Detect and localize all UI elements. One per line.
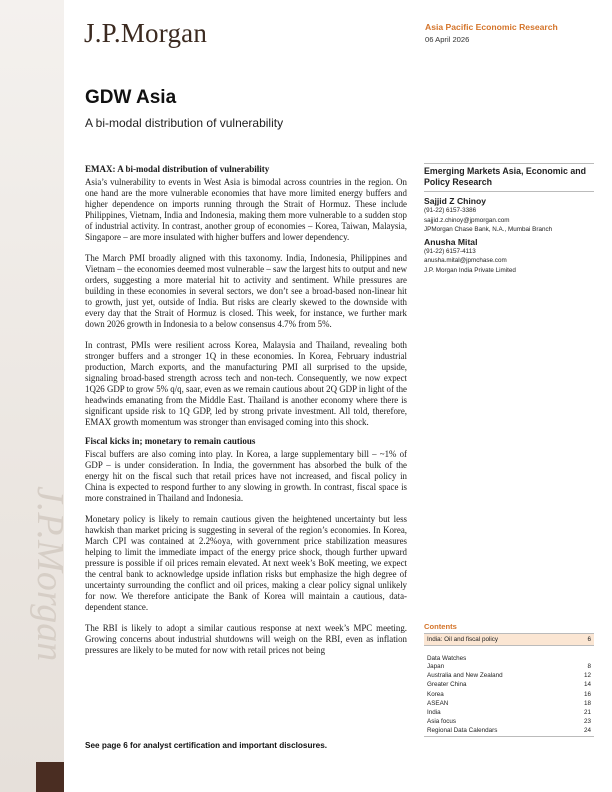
report-header [425, 22, 595, 44]
body-paragraph: The RBI is likely to adopt a similar cautious response at next week’s MPC meeting. Growing concerns about industrial shutdowns will weigh on the RBI, even as inflation pressures are likely to be muted for now with retail prices not being [85, 623, 407, 655]
svg-text:J.P.Morgan: J.P.Morgan [29, 486, 71, 662]
body-paragraph: The March PMI broadly aligned with this taxonomy. India, Indonesia, Philippines and Vietnam – the economies deemed most vulnerable – saw the largest hits to output and new orders, suggesting a more material hit to activity and sentiment. While pressures are building in these economies in several sectors, we don’t see a broad-based non-linear hit to growth, just yet, outside of India. But risks are clearly skewed to the downside with every day that the Strait of Hormuz is closed. This week, for instance, we further mark down 2026 growth in Indonesia to a below consensus 4.7% from 5%. [85, 253, 407, 329]
contents-item-label: Australia and New Zealand [427, 672, 503, 680]
report-series: Asia Pacific Economic Research [425, 22, 558, 32]
contents-item-page: 21 [583, 709, 591, 717]
contents-item-label: Japan [427, 663, 445, 670]
contents-item[interactable] [424, 717, 594, 726]
contents-item[interactable] [424, 708, 594, 717]
contents-title: Contents [424, 622, 457, 631]
sidebar-footer-block [36, 762, 64, 792]
jpmorgan-logo: J.P.Morgan [84, 18, 208, 48]
contents-item-label: Korea [427, 690, 444, 698]
page-title: GDW Asia [85, 87, 177, 108]
contents-featured-item[interactable] [424, 633, 594, 646]
analyst-affiliation: JPMorgan Chase Bank, N.A., Mumbai Branch [424, 226, 553, 234]
decorative-sidebar [0, 0, 71, 792]
contents-item[interactable] [424, 662, 594, 671]
section-heading: Fiscal kicks in; monetary to remain cautious [85, 436, 256, 446]
contents-item-label: ASEAN [427, 699, 449, 707]
contents-item-label: India: Oil and fiscal policy [427, 636, 499, 643]
analyst-name: Sajjid Z Chinoy [424, 196, 487, 206]
contents-item[interactable] [424, 726, 594, 736]
contents-item[interactable] [424, 699, 594, 708]
analyst-phone: (91-22) 6157-4113 [424, 247, 476, 255]
section-heading: EMAX: A bi-modal distribution of vulnerability [85, 164, 270, 174]
analyst-affiliation: J.P. Morgan India Private Limited [424, 266, 516, 274]
team-title: Emerging Markets Asia, Economic and Policy Research [424, 164, 594, 192]
jpmorgan-watermark-logo [8, 480, 71, 710]
contents-item-page: 12 [583, 672, 591, 680]
contents-item[interactable] [424, 671, 594, 680]
analyst-email[interactable]: anusha.mital@jpmchase.com [424, 257, 507, 265]
contents-section-label: Data Watches [427, 655, 467, 662]
body-paragraph: Asia’s vulnerability to events in West Asia is bimodal across countries in the region. On one hand are the more vulnerable economies that have more limited energy buffers and higher dependence on imports running through the Strait of Hormuz. These include Philippines, Vietnam, India and Indonesia, making them more vulnerable to a sudden stop of industrial activity. In contrast, another group of economies – Korea, Taiwan, Malaysia, Singapore – are more insulated with higher buffers and lower dependency. [85, 177, 407, 242]
contents-item-page: 16 [583, 690, 591, 698]
contents-item-label: Regional Data Calendars [427, 727, 498, 735]
contents-item-label: Greater China [427, 681, 467, 689]
contents-item[interactable] [424, 690, 594, 699]
report-date: 06 April 2026 [425, 35, 470, 44]
contents-item-page: 23 [583, 718, 591, 726]
contents-item-page: 8 [587, 663, 591, 670]
disclosure-note: See page 6 for analyst certification and important disclosures. [85, 741, 328, 750]
body-paragraph: Monetary policy is likely to remain cautious given the heightened uncertainty but less hawkish than market pricing is suggesting in several of the region’s economies. In Korea, March CPI was contained at 2.2%oya, with government price stabilization measures helping to limit the immediate impact of the energy price shock, though further upward pressure is possible if oil prices remain elevated. At next week’s BoK meeting, we expect the central bank to acknowledge upside inflation risks but emphasize the high degree of uncertainty surrounding the conflict and oil prices, making a clear policy signal unlikely for now. We therefore anticipate the Bank of Korea will maintain a cautious, data-dependent stance. [85, 514, 407, 612]
main-body [85, 164, 407, 666]
contents-item-label: Asia focus [427, 718, 457, 726]
contents-item-page: 18 [583, 699, 591, 707]
analyst-email[interactable]: sajjid.z.chinoy@jpmorgan.com [424, 216, 510, 224]
page-subtitle: A bi-modal distribution of vulnerability [85, 116, 284, 130]
contents-item-page: 24 [583, 727, 591, 735]
table-of-contents [424, 622, 594, 737]
body-paragraph: Fiscal buffers are also coming into play. In Korea, a large supplementary bill – ~1% of GDP – is under consideration. In India, the government has absorbed the bulk of the energy hit on the fiscal such that retail prices have not increased, and fiscal policy in China is expected to respond further to any slowing in growth. In contrast, fiscal space is more constrained in Thailand and Indonesia. [85, 449, 407, 503]
contents-item-label: India [427, 709, 441, 717]
contents-item[interactable] [424, 680, 594, 689]
analyst-phone: (91-22) 6157-3386 [424, 207, 477, 214]
contents-item-page: 6 [587, 636, 591, 643]
contents-item-page: 14 [583, 681, 591, 689]
body-paragraph: In contrast, PMIs were resilient across Korea, Malaysia and Thailand, revealing both stronger buffers and a stronger 1Q in these economies. In Korea, February industrial production, March exports, and the manufacturing PMI all surprised to the upside, signaling broad-based strength across tech and non-tech. Consequently, we now expect 1Q26 GDP to grow 5% q/q, saar, even as we remain cautious about 2Q GDP in light of the headwinds emanating from the Middle East. Thailand is another economy where there is significant upside risk to 1Q GDP, led by strong private investment. All told, therefore, EMAX growth momentum was stronger than envisaged coming into this shock. [85, 340, 407, 427]
analyst-name: Anusha Mital [424, 236, 478, 247]
analyst-panel [424, 163, 594, 276]
